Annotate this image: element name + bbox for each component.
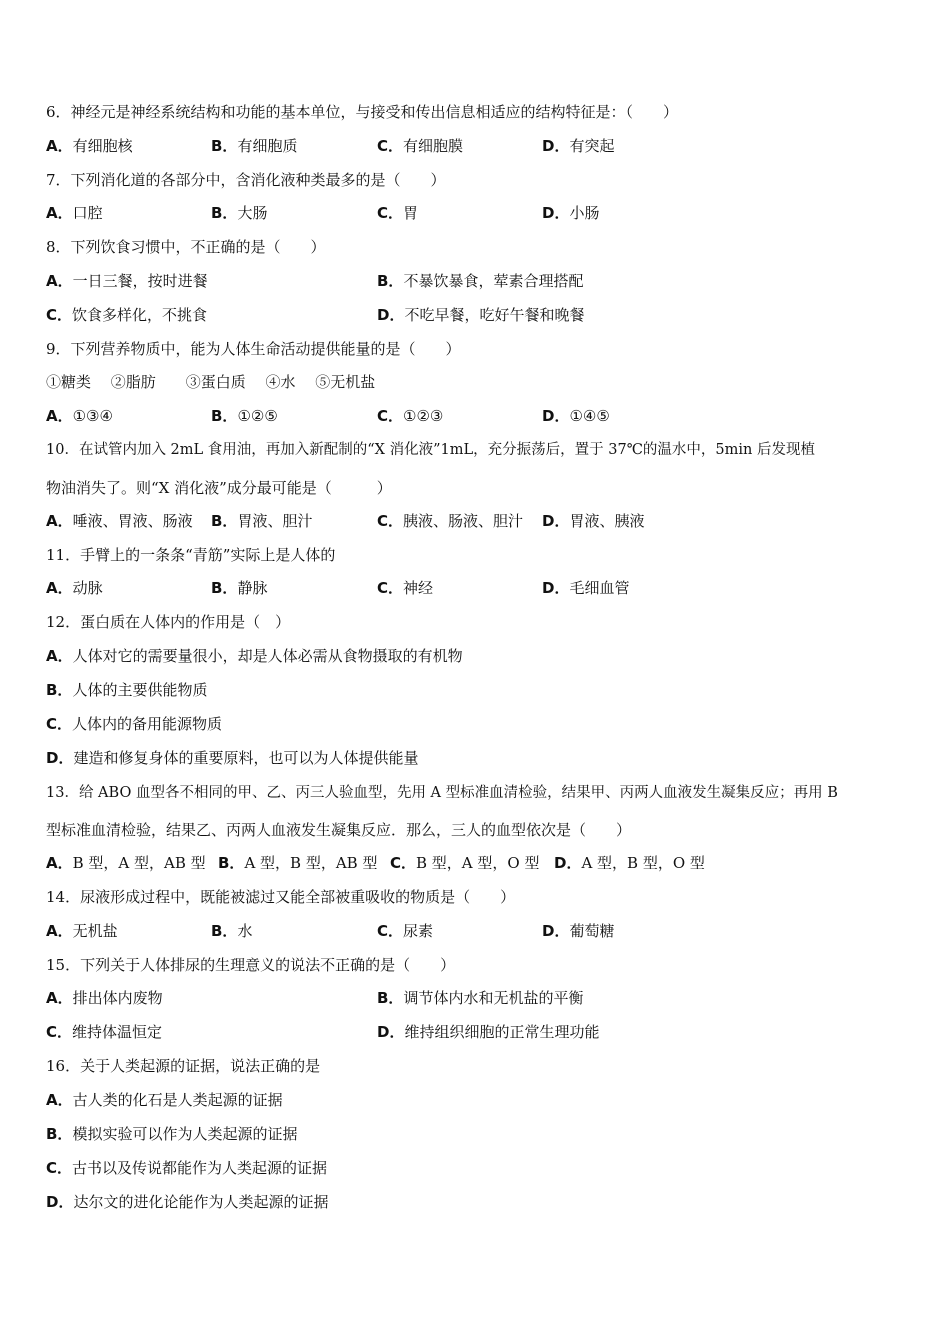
question-12-option-d: D．建造和修复身体的重要原料，也可以为人体提供能量 — [46, 749, 419, 767]
option-a: A．口腔 — [46, 204, 103, 222]
option-d: D．有突起 — [542, 137, 615, 155]
question-10-stem-cont: 物油消失了。则“X 消化液”成分最可能是（ ） — [46, 479, 392, 497]
option-a: A．B 型，A 型，AB 型 — [46, 854, 206, 872]
question-16-option-a: A．古人类的化石是人类起源的证据 — [46, 1091, 283, 1109]
question-8-stem: 8．下列饮食习惯中，不正确的是（ ） — [46, 238, 326, 256]
question-11-stem: 11．手臂上的一条条“青筋”实际上是人体的 — [46, 546, 336, 564]
option-a: A．无机盐 — [46, 922, 118, 940]
option-a: A．有细胞核 — [46, 137, 133, 155]
option-c: C．胃 — [377, 204, 419, 222]
option-b: B．静脉 — [211, 579, 268, 597]
option-a: A．一日三餐，按时进餐 — [46, 272, 208, 290]
question-12-option-b: B．人体的主要供能物质 — [46, 681, 208, 699]
question-7-options — [46, 203, 906, 223]
question-6-options — [46, 136, 906, 156]
option-d: D．小肠 — [542, 204, 600, 222]
option-c: C．神经 — [377, 579, 434, 597]
option-a: A．①③④ — [46, 407, 113, 425]
option-a: A．动脉 — [46, 579, 103, 597]
option-d: D．不吃早餐，吃好午餐和晚餐 — [377, 306, 585, 324]
option-d: D．葡萄糖 — [542, 922, 615, 940]
option-b: B．A 型，B 型，AB 型 — [218, 854, 378, 872]
option-b: B．有细胞质 — [211, 137, 298, 155]
question-12-stem: 12．蛋白质在人体内的作用是（ ） — [46, 613, 291, 631]
option-a: A．排出体内废物 — [46, 989, 163, 1007]
option-d: D．胃液、胰液 — [542, 512, 645, 530]
question-13-stem: 13．给 ABO 血型各不相同的甲、乙、丙三人验血型，先用 A 型标准血清检验，结果甲、丙两人血液发生凝集反应；再用 B — [46, 785, 838, 801]
question-15-options-row2 — [46, 1022, 906, 1042]
question-16-option-d: D．达尔文的进化论能作为人类起源的证据 — [46, 1193, 329, 1211]
option-c: C．饮食多样化，不挑食 — [46, 306, 208, 324]
question-9-items: ①糖类 ②脂肪 ③蛋白质 ④水 ⑤无机盐 — [46, 373, 376, 391]
question-14-options — [46, 921, 906, 941]
question-16-stem: 16．关于人类起源的证据，说法正确的是 — [46, 1057, 321, 1075]
question-6-stem: 6．神经元是神经系统结构和功能的基本单位，与接受和传出信息相适应的结构特征是：（ ） — [46, 103, 679, 121]
option-c: C．胰液、肠液、胆汁 — [377, 512, 524, 530]
option-c: C．尿素 — [377, 922, 434, 940]
option-d: D．维持组织细胞的正常生理功能 — [377, 1023, 600, 1041]
question-13-options — [46, 853, 906, 873]
question-12-option-a: A．人体对它的需要量很小，却是人体必需从食物摄取的有机物 — [46, 647, 463, 665]
question-9-options — [46, 406, 906, 426]
option-b: B．调节体内水和无机盐的平衡 — [377, 989, 584, 1007]
option-b: B．水 — [211, 922, 253, 940]
question-14-stem: 14．尿液形成过程中，既能被滤过又能全部被重吸收的物质是（ ） — [46, 888, 516, 906]
question-15-options-row1 — [46, 988, 906, 1008]
option-d: D．①④⑤ — [542, 407, 610, 425]
question-7-stem: 7．下列消化道的各部分中，含消化液种类最多的是（ ） — [46, 171, 446, 189]
option-c: C．维持体温恒定 — [46, 1023, 163, 1041]
option-b: B．大肠 — [211, 204, 268, 222]
question-16-option-c: C．古书以及传说都能作为人类起源的证据 — [46, 1159, 328, 1177]
question-13-stem-cont: 型标准血清检验，结果乙、丙两人血液发生凝集反应．那么，三人的血型依次是（ ） — [46, 821, 632, 839]
option-b: B．①②⑤ — [211, 407, 278, 425]
option-c: C．有细胞膜 — [377, 137, 464, 155]
question-8-options-row2 — [46, 305, 906, 325]
question-15-stem: 15．下列关于人体排尿的生理意义的说法不正确的是（ ） — [46, 956, 456, 974]
question-10-stem: 10．在试管内加入 2mL 食用油，再加入新配制的“X 消化液”1mL，充分振荡后，置于 37℃的温水中，5min 后发现植 — [46, 442, 815, 458]
question-9-stem: 9．下列营养物质中，能为人体生命活动提供能量的是（ ） — [46, 340, 461, 358]
question-11-options — [46, 578, 906, 598]
option-b: B．不暴饮暴食，荤素合理搭配 — [377, 272, 584, 290]
question-10-options — [46, 511, 906, 531]
option-c: C．B 型，A 型，O 型 — [390, 854, 540, 872]
option-d: D．A 型，B 型，O 型 — [554, 854, 705, 872]
option-c: C．①②③ — [377, 407, 444, 425]
question-16-option-b: B．模拟实验可以作为人类起源的证据 — [46, 1125, 298, 1143]
option-a: A．唾液、胃液、肠液 — [46, 512, 193, 530]
question-8-options-row1 — [46, 271, 906, 291]
option-d: D．毛细血管 — [542, 579, 630, 597]
option-b: B．胃液、胆汁 — [211, 512, 313, 530]
question-12-option-c: C．人体内的备用能源物质 — [46, 715, 223, 733]
